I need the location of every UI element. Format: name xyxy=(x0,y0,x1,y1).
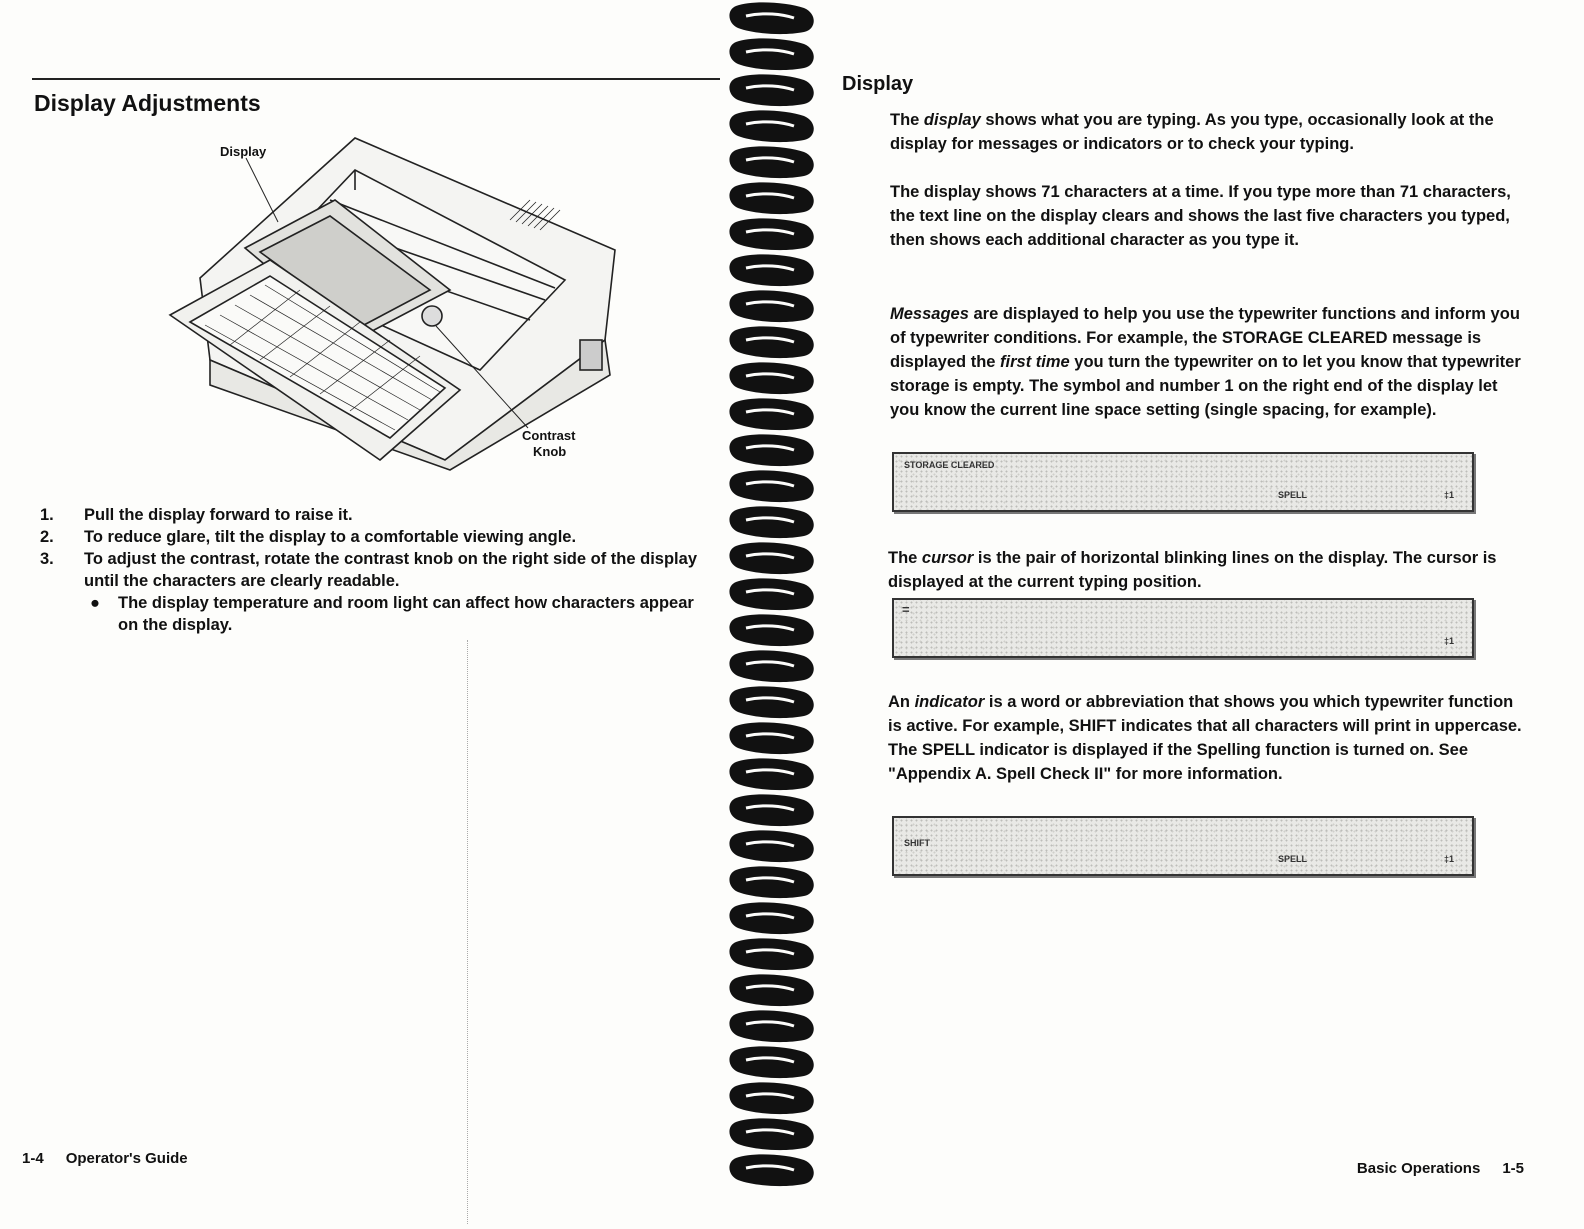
display-message: STORAGE CLEARED xyxy=(904,460,995,470)
left-footer xyxy=(22,1150,188,1167)
step-3: 3. To adjust the contrast, rotate the contrast knob on the right side of the display until the characters are clearly readable. ● The display temperature and room light can affect how characters appear on the display. xyxy=(38,548,708,636)
paragraph-cursor: The cursor is the pair of horizontal blinking lines on the display. The cursor is displayed at the current typing position. xyxy=(888,549,1497,591)
callout-display: Display xyxy=(220,144,267,159)
bullet-icon: ● xyxy=(90,594,100,612)
paragraph-71-characters: The display shows 71 characters at a time. If you type more than 71 characters, the text line on the display clears and shows the last five characters you typed, then shows each additional character as you type it. xyxy=(890,183,1511,249)
left-page-number: 1-4 xyxy=(22,1150,44,1167)
paragraph-messages: Messages are displayed to help you use the typewriter functions and inform you of typewriter conditions. For example, the STORAGE CLEARED message is displayed the first time you turn the typewriter on to let you know that typewriter storage is empty. The symbol and number 1 on the right end of the display let you know the current line space setting (single spacing, for example). xyxy=(890,305,1521,419)
spiral-binding xyxy=(724,0,824,1224)
step-2: 2. To reduce glare, tilt the display to a comfortable viewing angle. xyxy=(40,528,577,546)
step-3-note: ● The display temperature and room light can affect how characters appear on the display. xyxy=(90,594,694,634)
display-indicator: SPELL xyxy=(1278,854,1308,864)
display-indicator: SPELL xyxy=(1278,490,1308,500)
paragraph-indicator: An indicator is a word or abbreviation that shows you which typewriter function is active. For example, SHIFT indicates that all characters will print in uppercase. The SPELL indicator is displayed if the Spelling function is turned on. See "Appendix A. Spell Check II" for more information. xyxy=(888,693,1522,783)
callout-contrast: Contrast xyxy=(522,428,576,443)
right-footer xyxy=(1357,1160,1524,1177)
right-footer-title: Basic Operations xyxy=(1356,1160,1481,1177)
display-cursor: = xyxy=(902,602,910,617)
left-page-heading: Display Adjustments xyxy=(34,90,261,116)
right-page-heading: Display xyxy=(842,73,914,95)
left-page xyxy=(0,0,720,1224)
scan-line xyxy=(467,640,468,1224)
right-page-number: 1-5 xyxy=(1502,1160,1524,1177)
callout-knob: Knob xyxy=(533,444,567,459)
adjustment-steps xyxy=(38,504,708,636)
right-page xyxy=(820,0,1584,1224)
display-line-space: ‡1 xyxy=(1444,490,1455,500)
display-example-cursor xyxy=(892,598,1474,658)
display-message: SHIFT xyxy=(904,838,930,848)
display-example-storage-cleared xyxy=(892,452,1474,512)
paragraph-display: The display shows what you are typing. As you type, occasionally look at the display for messages or indicators or to check your typing. xyxy=(890,111,1494,153)
spiral-coils xyxy=(724,0,824,1224)
display-line-space: ‡1 xyxy=(1444,636,1455,646)
display-example-shift xyxy=(892,816,1474,876)
step-1: 1. Pull the display forward to raise it. xyxy=(40,506,353,524)
display-line-space: ‡1 xyxy=(1444,854,1455,864)
left-footer-title: Operator's Guide xyxy=(65,1150,188,1167)
top-rule xyxy=(32,78,720,80)
